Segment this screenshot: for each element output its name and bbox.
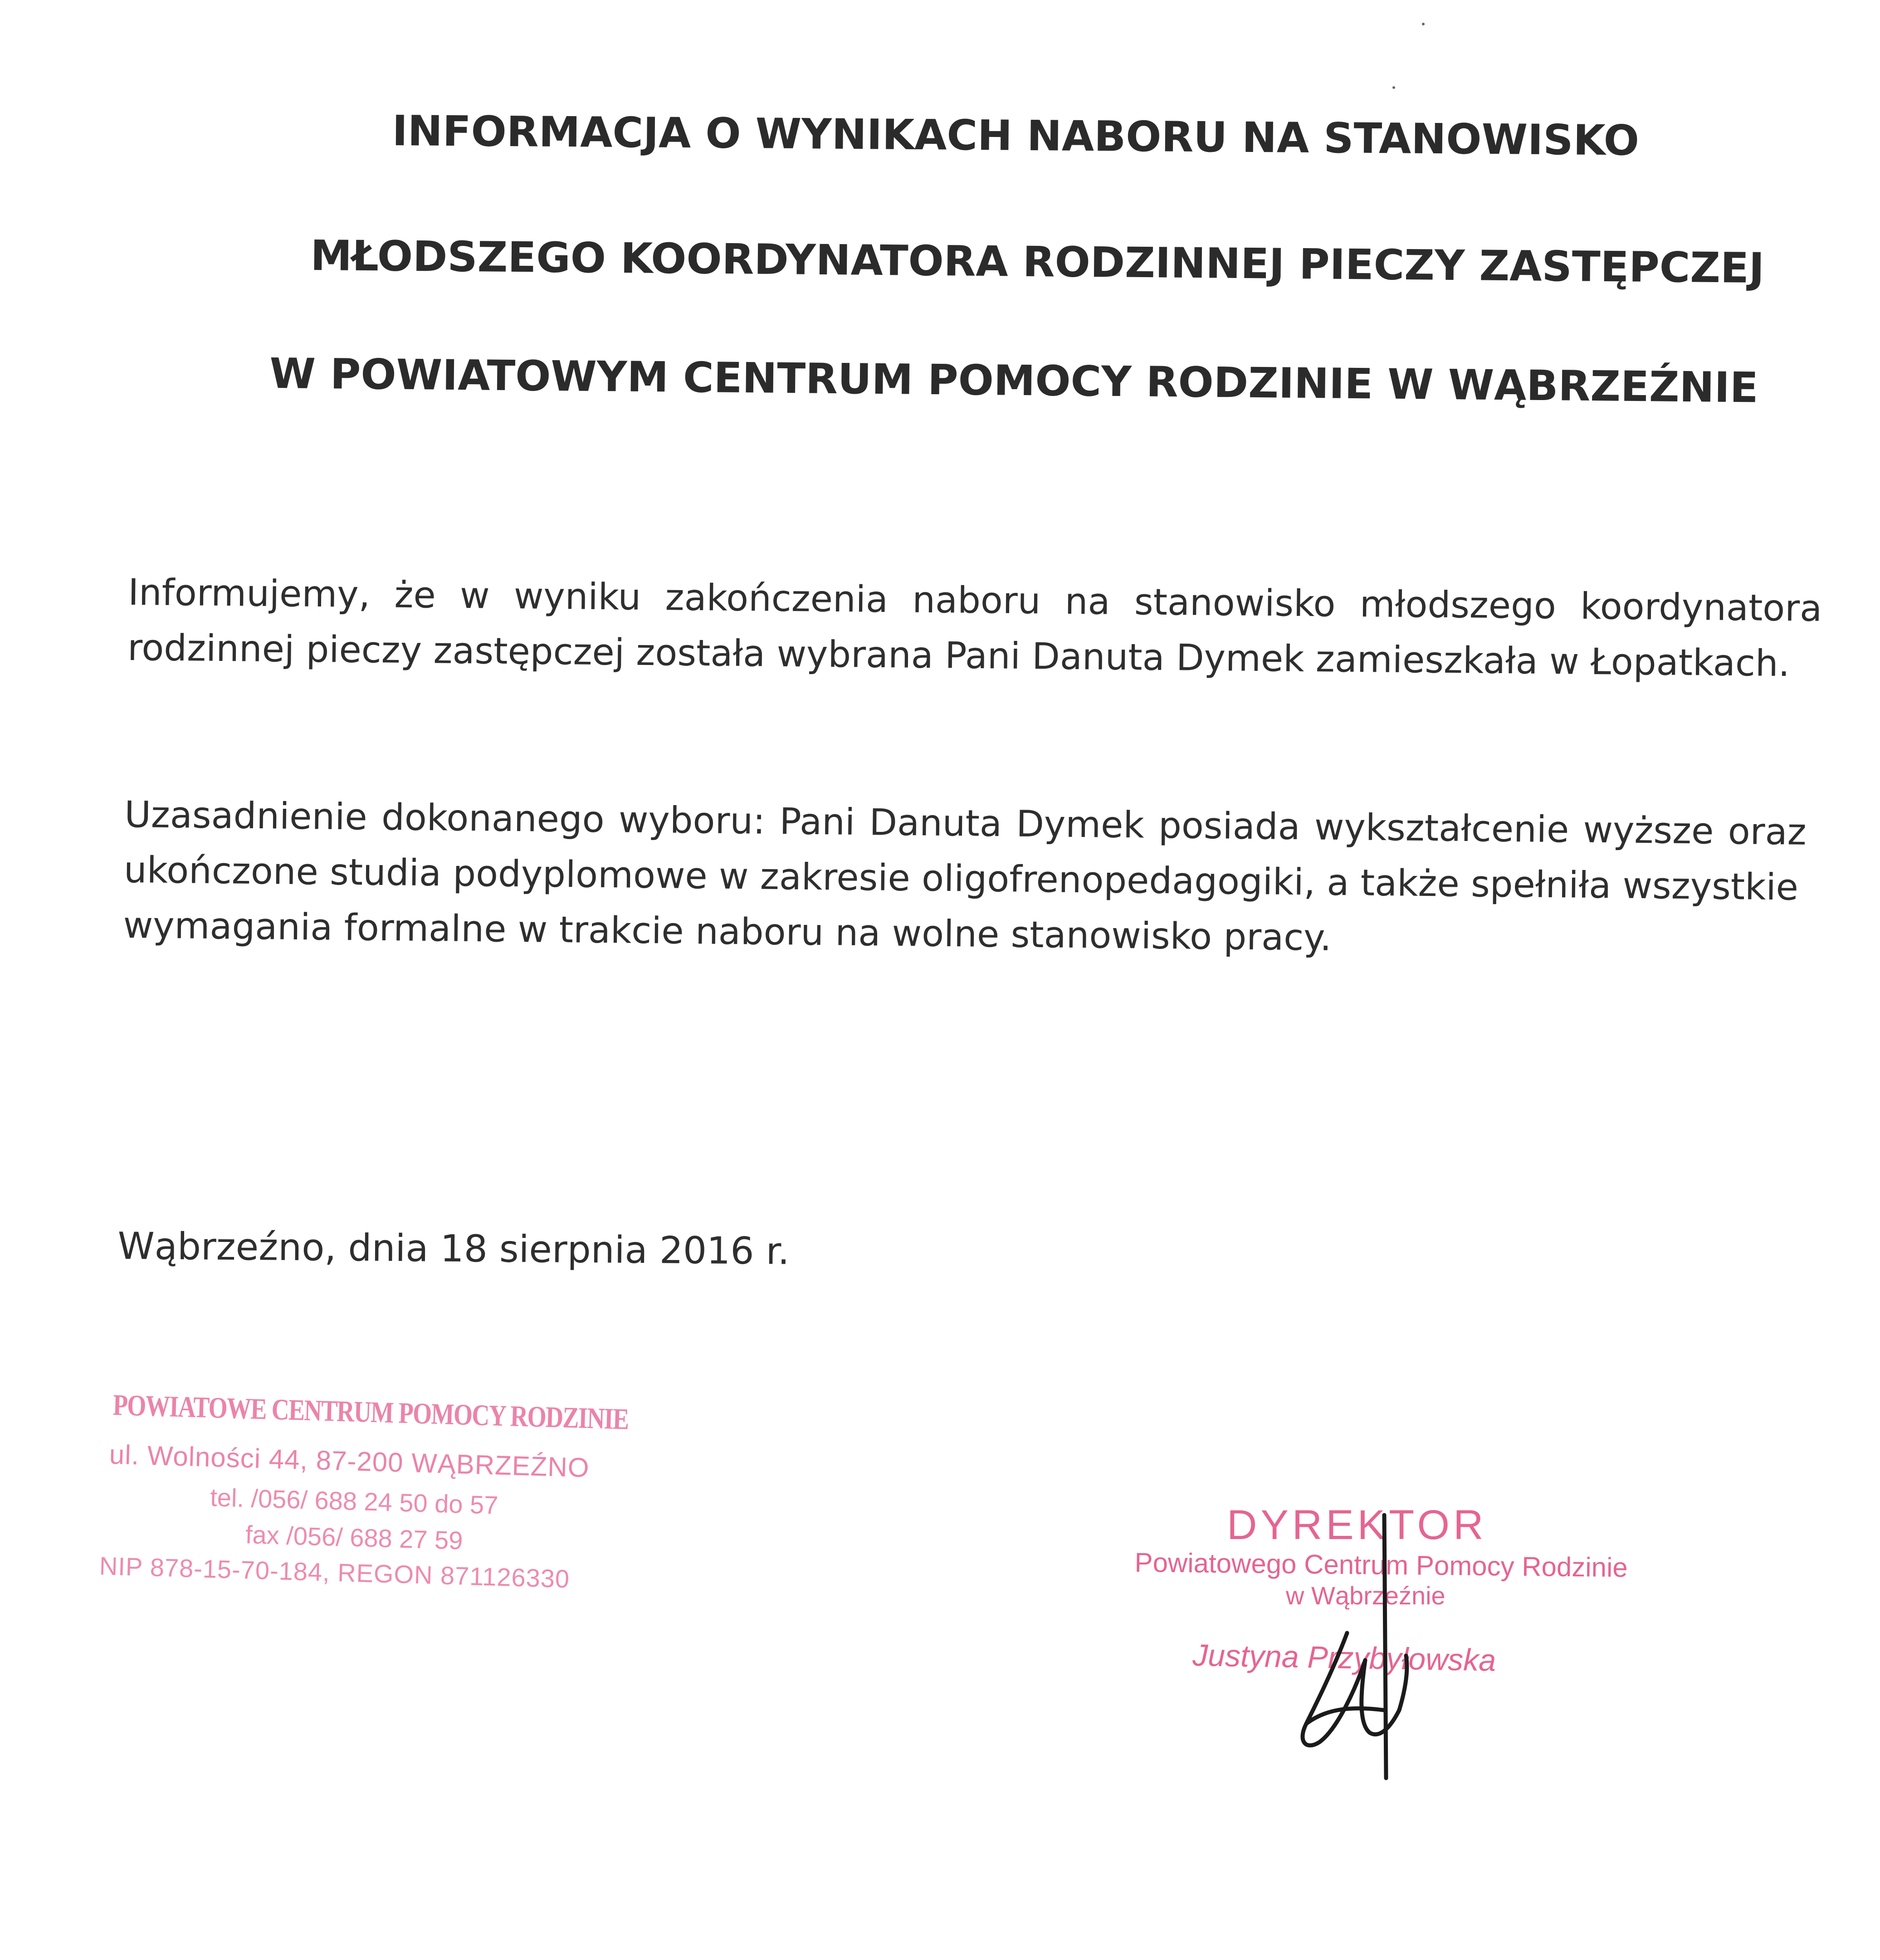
paragraph-informujemy (127, 565, 1852, 692)
document-date: Wąbrzeźno, dnia 18 sierpnia 2016 r. (117, 1225, 790, 1273)
scan-speck (1422, 23, 1425, 25)
stamp-institution-name: POWIATOWE CENTRUM POMOCY RODZINIE (112, 1388, 629, 1436)
stamp-address: ul. Wolności 44, 87-200 WĄBRZEŹNO (108, 1439, 590, 1483)
paragraph-1-line-2: rodzinnej pieczy zastępczej została wybrana Pani Danuta Dymek zamieszkała w Łopatkach. (127, 626, 1790, 685)
institution-stamp (99, 1388, 748, 1642)
heading-line-2: MŁODSZEGO KOORDYNATORA RODZINNEJ PIECZY ZASTĘPCZEJ (310, 231, 1765, 293)
director-org-line-1: Powiatowego Centrum Pomocy Rodzinie (1134, 1547, 1628, 1583)
stamp-ids: NIP 878-15-70-184, REGON 871126330 (99, 1551, 570, 1593)
paragraph-2-line-1: Uzasadnienie dokonanego wyboru: Pani Danuta Dymek posiada wykształcenie wyższe oraz (124, 793, 1807, 853)
director-name: Justyna Przybyłowska (1192, 1637, 1496, 1678)
paragraph-2-line-3: wymagania formalne w trakcie naboru na wolne stanowisko pracy. (123, 904, 1332, 959)
paragraph-1-line-1-text: Informujemy, że w wyniku zakończenia naboru na stanowisko młodszego koordynatora (127, 571, 1822, 630)
scan-speck (1392, 86, 1395, 89)
heading-line-3: W POWIATOWYM CENTRUM POMOCY RODZINIE W WĄBRZEŹNIE (269, 349, 1759, 412)
stamp-phone: tel. /056/ 688 24 50 do 57 (210, 1483, 499, 1520)
director-org-line-2: w Wąbrzeźnie (1286, 1581, 1445, 1610)
paragraph-uzasadnienie (123, 787, 1848, 971)
heading-line-1: INFORMACJA O WYNIKACH NABORU NA STANOWISKO (392, 107, 1640, 165)
stamp-fax: fax /056/ 688 27 59 (245, 1520, 464, 1555)
handwritten-signature (1279, 1497, 1442, 1796)
paragraph-2-line-2: ukończone studia podyplomowe w zakresie oligofrenopedagogiki, a także spełniła wszystkie (123, 848, 1799, 909)
director-title: DYREKTOR (1227, 1502, 1487, 1548)
